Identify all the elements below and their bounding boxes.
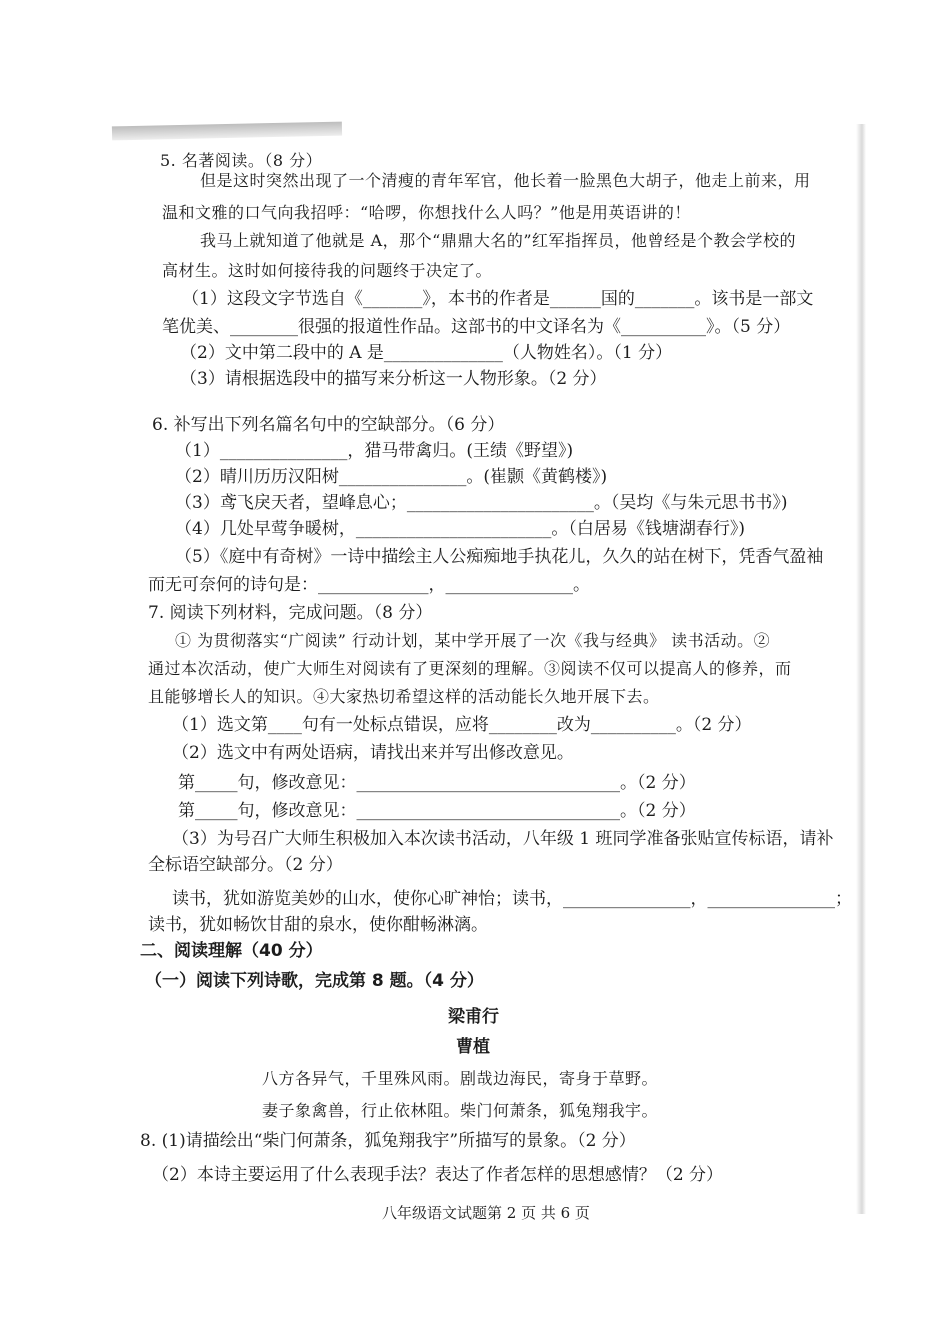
q5-passage-line: 我马上就知道了他就是 A，那个“鼎鼎大名的”红军指挥员，他曾经是个教会学校的	[200, 231, 797, 250]
q6-item-cont: 而无可奈何的诗句是：_____________，_______________。	[148, 575, 590, 595]
q7-item-3: （3）为号召广大师生积极加入本次读书活动，八年级 1 班同学准备张贴宣传标语，请补	[172, 829, 834, 849]
q7-item-2: （2）选文中有两处语病，请找出来并写出修改意见。	[172, 743, 574, 763]
q5-item-3: （3）请根据选段中的描写来分析这一人物形象。（2 分）	[180, 369, 607, 389]
section-subtitle: （一）阅读下列诗歌，完成第 8 题。（4 分）	[145, 971, 484, 991]
poem-line: 八方各异气，千里殊风雨。剧哉边海民，寄身于草野。	[262, 1069, 659, 1088]
q7-material-line: 通过本次活动，使广大师生对阅读有了更深刻的理解。③阅读不仅可以提高人的修养，而	[148, 659, 792, 678]
q5-item-1: （1）这段文字节选自《_______》，本书的作者是______国的_______。该书是一部文	[182, 289, 814, 309]
q6-title: 6. 补写出下列名篇名句中的空缺部分。（6 分）	[152, 415, 505, 435]
q6-item: （5）《庭中有奇树》一诗中描绘主人公痴痴地手执花儿，久久的站在树下，凭香气盈袖	[175, 547, 824, 567]
q6-item: （3）鸢飞戾天者，望峰息心；______________________。（吴均《与朱元思书书》)	[175, 493, 788, 513]
q8-item-2: （2）本诗主要运用了什么表现手法？表达了作者怎样的思想感情？（2 分）	[152, 1165, 724, 1185]
scan-shadow-top	[112, 122, 342, 141]
q7-answer-line: 第_____句，修改意见：_______________________________。（2 分）	[178, 801, 696, 821]
q5-item-2: （2）文中第二段中的 A 是______________（人物姓名）。（1 分）	[180, 343, 673, 363]
q7-item-1: （1）选文第____句有一处标点错误，应将________改为__________。（2 分）	[172, 715, 752, 735]
scan-shadow-right	[856, 124, 866, 1214]
q5-passage-line: 温和文雅的口气向我招呼：“哈啰，你想找什么人吗？”他是用英语讲的！	[162, 203, 691, 222]
q7-answer-line: 第_____句，修改意见：_______________________________。（2 分）	[178, 773, 696, 793]
q7-title: 7. 阅读下列材料，完成问题。（8 分）	[148, 603, 433, 623]
q6-item: （4）几处早莺争暖树，_______________________。（白居易《钱塘湖春行》)	[175, 519, 745, 539]
q7-material-line: 且能够增长人的知识。④大家热切希望这样的活动能长久地开展下去。	[148, 687, 660, 706]
q6-item: （1）_______________，猎马带禽归。(王绩《野望》)	[175, 441, 574, 461]
q7-slogan-line: 读书，犹如游览美妙的山水，使你心旷神怡；读书，_______________，_______________；	[172, 889, 852, 909]
poem-title: 梁甫行	[448, 1007, 499, 1027]
poem-author: 曹植	[456, 1037, 490, 1057]
poem-line: 妻子象禽兽，行止依林阻。柴门何萧条，狐兔翔我宇。	[262, 1101, 659, 1120]
section-title: 二、阅读理解（40 分）	[140, 941, 323, 961]
page-footer: 八年级语文试题第 2 页 共 6 页	[382, 1204, 590, 1222]
q7-slogan-line: 读书，犹如畅饮甘甜的泉水，使你酣畅淋漓。	[148, 915, 488, 935]
q5-item-1-cont: 笔优美、________很强的报道性作品。这部书的中文译名为《__________》。（5 分）	[162, 317, 791, 337]
q5-passage-line: 但是这时突然出现了一个清瘦的青年军官，他长着一脸黑色大胡子，他走上前来，用	[200, 171, 811, 190]
q7-item-3-cont: 全标语空缺部分。（2 分）	[148, 855, 343, 875]
q5-title: 5. 名著阅读。（8 分）	[160, 151, 323, 170]
q6-item: （2）晴川历历汉阳树_______________。(崔颢《黄鹤楼》)	[175, 467, 608, 487]
q5-passage-line: 高材生。这时如何接待我的问题终于决定了。	[162, 261, 493, 280]
q8-item-1: 8. (1)请描绘出“柴门何萧条，狐兔翔我宇”所描写的景象。（2 分）	[140, 1131, 636, 1151]
q7-material-line: ① 为贯彻落实“广阅读” 行动计划，某中学开展了一次《我与经典》 读书活动。②	[175, 631, 771, 650]
